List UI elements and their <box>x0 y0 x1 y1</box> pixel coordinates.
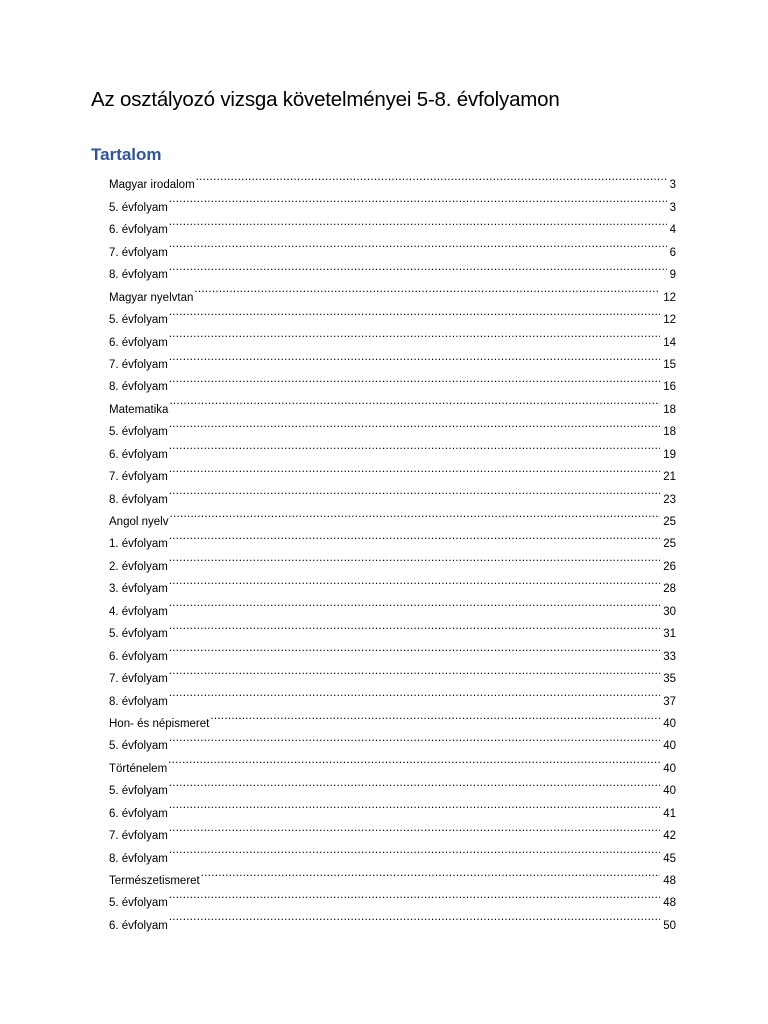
toc-entry-label: Hon- és népismeret <box>109 717 210 730</box>
toc-entry-page-number: 18 <box>663 426 676 439</box>
toc-dot-leader <box>169 301 660 323</box>
toc-entry[interactable] <box>109 570 676 596</box>
toc-entry-label: 6. évfolyam <box>109 448 168 461</box>
toc-entry-page-number: 40 <box>663 762 676 775</box>
toc-entry[interactable] <box>109 278 676 304</box>
toc-entry-label: 7. évfolyam <box>109 673 168 686</box>
toc-entry[interactable] <box>109 615 676 641</box>
toc-entry[interactable] <box>109 188 676 214</box>
toc-dot-leader <box>169 525 660 547</box>
toc-entry[interactable] <box>109 233 676 259</box>
toc-entry-page-number: 9 <box>669 269 676 282</box>
toc-entry-page-number: 19 <box>663 448 676 461</box>
toc-dot-leader <box>169 346 660 368</box>
toc-dot-leader <box>169 884 660 906</box>
toc-dot-leader <box>169 817 660 839</box>
toc-entry[interactable] <box>109 839 676 865</box>
toc-entry[interactable] <box>109 368 676 394</box>
toc-dot-leader <box>201 862 660 884</box>
toc-dot-leader <box>194 278 660 300</box>
toc-entry[interactable] <box>109 705 676 730</box>
toc-entry-page-number: 30 <box>663 605 676 618</box>
toc-entry-page-number: 12 <box>663 291 676 304</box>
toc-entry-page-number: 3 <box>669 179 676 192</box>
toc-entry-page-number: 42 <box>663 830 676 843</box>
toc-heading: Tartalom <box>91 145 162 164</box>
toc-entry-page-number: 40 <box>663 785 676 798</box>
toc-entry-label: 6. évfolyam <box>109 336 168 349</box>
toc-entry-label: 7. évfolyam <box>109 471 168 484</box>
toc-entry[interactable] <box>109 817 676 843</box>
toc-entry[interactable] <box>109 862 676 887</box>
toc-entry-page-number: 31 <box>663 628 676 641</box>
toc-dot-leader <box>169 615 660 637</box>
toc-entry-label: Angol nyelv <box>109 516 169 528</box>
toc-entry-page-number: 50 <box>663 919 676 932</box>
toc-entry[interactable] <box>109 458 676 484</box>
toc-dot-leader <box>169 256 667 278</box>
toc-dot-leader <box>169 570 660 592</box>
toc-dot-leader <box>168 749 660 771</box>
toc-entry-page-number: 28 <box>663 583 676 596</box>
toc-entry-page-number: 6 <box>669 246 676 259</box>
toc-entry[interactable] <box>109 503 676 528</box>
toc-entry[interactable] <box>109 592 676 618</box>
toc-entry[interactable] <box>109 547 676 573</box>
toc-dot-leader <box>169 233 667 255</box>
toc-entry-label: 5. évfolyam <box>109 785 168 798</box>
toc-entry-label: Magyar irodalom <box>109 179 195 192</box>
toc-entry-page-number: 25 <box>663 516 676 528</box>
toc-dot-leader <box>169 211 667 233</box>
toc-entry-page-number: 21 <box>663 471 676 484</box>
toc-dot-leader <box>169 906 660 928</box>
toc-entry-page-number: 25 <box>663 538 676 551</box>
toc-entry-page-number: 33 <box>663 650 676 663</box>
toc-entry-page-number: 15 <box>663 358 676 371</box>
toc-entry-page-number: 26 <box>663 560 676 573</box>
toc-entry-page-number: 14 <box>663 336 676 349</box>
toc-entry-page-number: 48 <box>663 897 676 910</box>
toc-entry-label: 2. évfolyam <box>109 560 168 573</box>
toc-entry[interactable] <box>109 346 676 371</box>
toc-entry[interactable] <box>109 727 676 753</box>
toc-dot-leader <box>169 839 660 861</box>
toc-entry-page-number: 48 <box>663 875 676 887</box>
toc-entry-page-number: 4 <box>669 224 676 237</box>
toc-entry[interactable] <box>109 413 676 439</box>
toc-entry[interactable] <box>109 682 676 708</box>
toc-entry[interactable] <box>109 323 676 349</box>
table-of-contents <box>109 166 676 932</box>
toc-dot-leader <box>169 772 660 794</box>
toc-entry-label: 3. évfolyam <box>109 583 168 596</box>
toc-entry-label: Magyar nyelvtan <box>109 291 194 304</box>
toc-entry[interactable] <box>109 772 676 798</box>
toc-entry-label: 5. évfolyam <box>109 897 168 910</box>
toc-entry-page-number: 12 <box>663 314 676 327</box>
toc-entry[interactable] <box>109 637 676 663</box>
toc-entry[interactable] <box>109 435 676 461</box>
toc-entry-page-number: 18 <box>663 403 676 416</box>
toc-dot-leader <box>169 480 660 502</box>
toc-dot-leader <box>169 794 660 816</box>
toc-entry-page-number: 40 <box>663 717 676 730</box>
toc-entry-page-number: 41 <box>663 807 676 820</box>
toc-dot-leader <box>169 727 660 749</box>
toc-entry-page-number: 23 <box>663 493 676 506</box>
toc-entry[interactable] <box>109 480 676 506</box>
toc-entry-label: Matematika <box>109 403 169 416</box>
toc-dot-leader <box>169 637 660 659</box>
toc-entry[interactable] <box>109 211 676 237</box>
toc-entry-label: 5. évfolyam <box>109 628 168 641</box>
toc-entry-label: 8. évfolyam <box>109 493 168 506</box>
toc-dot-leader <box>169 413 660 435</box>
toc-entry[interactable] <box>109 390 676 416</box>
toc-entry-label: 6. évfolyam <box>109 650 168 663</box>
toc-dot-leader <box>169 660 660 682</box>
toc-entry-label: 5. évfolyam <box>109 314 168 327</box>
toc-entry-label: 8. évfolyam <box>109 695 168 708</box>
toc-dot-leader <box>169 592 660 614</box>
toc-entry[interactable] <box>109 906 676 932</box>
toc-entry-label: 4. évfolyam <box>109 605 168 618</box>
toc-dot-leader <box>169 368 660 390</box>
toc-entry-label: 8. évfolyam <box>109 269 168 282</box>
toc-entry-label: 8. évfolyam <box>109 852 168 865</box>
toc-dot-leader <box>169 390 660 412</box>
toc-entry[interactable] <box>109 525 676 551</box>
toc-entry-page-number: 16 <box>663 381 676 394</box>
toc-dot-leader <box>169 188 667 210</box>
toc-entry-page-number: 35 <box>663 673 676 686</box>
toc-dot-leader <box>196 166 667 188</box>
toc-dot-leader <box>169 682 660 704</box>
toc-entry-label: Természetismeret <box>109 875 200 887</box>
toc-entry-page-number: 45 <box>663 852 676 865</box>
toc-entry[interactable] <box>109 660 676 686</box>
toc-dot-leader <box>169 323 660 345</box>
toc-entry[interactable] <box>109 256 676 282</box>
toc-entry-label: 8. évfolyam <box>109 381 168 394</box>
toc-entry[interactable] <box>109 301 676 327</box>
toc-dot-leader <box>169 503 660 525</box>
toc-entry[interactable] <box>109 166 676 192</box>
toc-entry-page-number: 40 <box>663 740 676 753</box>
toc-entry[interactable] <box>109 749 676 775</box>
toc-entry-page-number: 3 <box>669 201 676 214</box>
document-title: Az osztályozó vizsga követelményei 5-8. évfolyamon <box>91 88 560 111</box>
toc-entry-label: 7. évfolyam <box>109 830 168 843</box>
toc-entry-label: 5. évfolyam <box>109 201 168 214</box>
toc-entry-label: 1. évfolyam <box>109 538 168 551</box>
toc-entry-label: 5. évfolyam <box>109 426 168 439</box>
toc-entry-label: 7. évfolyam <box>109 358 168 371</box>
toc-entry-label: 6. évfolyam <box>109 919 168 932</box>
toc-dot-leader <box>169 547 660 569</box>
toc-entry[interactable] <box>109 884 676 910</box>
toc-entry-label: 5. évfolyam <box>109 740 168 753</box>
toc-entry-label: Történelem <box>109 762 168 775</box>
toc-dot-leader <box>169 435 660 457</box>
toc-entry-page-number: 37 <box>663 695 676 708</box>
toc-entry-label: 7. évfolyam <box>109 246 168 259</box>
toc-entry-label: 6. évfolyam <box>109 807 168 820</box>
toc-entry[interactable] <box>109 794 676 820</box>
toc-dot-leader <box>169 458 660 480</box>
toc-dot-leader <box>210 705 660 727</box>
toc-entry-label: 6. évfolyam <box>109 224 168 237</box>
